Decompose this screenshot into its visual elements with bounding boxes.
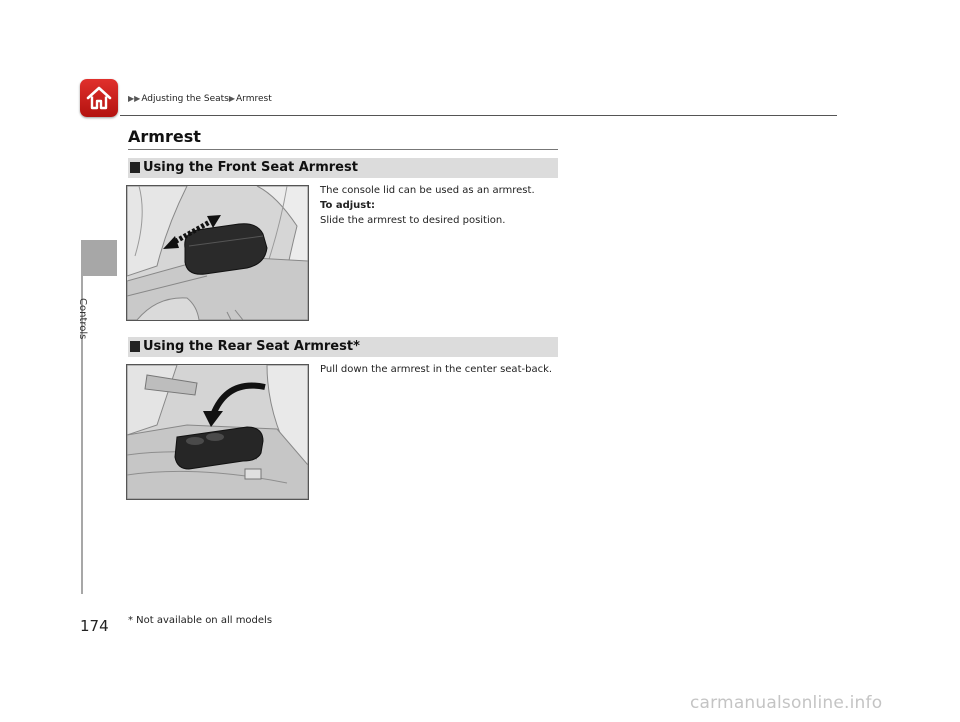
front-armrest-description — [320, 183, 535, 228]
body-line: Pull down the armrest in the center seat-back. — [320, 364, 553, 375]
watermark: carmanualsonline.info — [690, 693, 883, 713]
breadcrumb-arrow-icon: ▶ — [228, 94, 235, 103]
breadcrumb-item-armrest[interactable]: Armrest — [236, 94, 272, 104]
chapter-tab[interactable] — [81, 240, 117, 276]
front-armrest-illustration — [126, 185, 309, 321]
title-divider — [128, 149, 558, 150]
page-title: Armrest — [128, 127, 201, 146]
breadcrumb — [128, 94, 272, 104]
home-icon — [85, 84, 113, 112]
square-bullet-icon — [130, 162, 140, 173]
breadcrumb-arrow-icon: ▶▶ — [128, 94, 141, 103]
home-button[interactable] — [80, 79, 118, 117]
body-line: The console lid can be used as an armrest. — [320, 185, 535, 196]
section-heading-rear-armrest — [128, 337, 558, 357]
square-bullet-icon — [130, 341, 140, 352]
footnote: * Not available on all models — [128, 615, 273, 626]
body-line: Slide the armrest to desired position. — [320, 215, 506, 226]
rear-armrest-drawing — [127, 365, 308, 499]
page-number: 174 — [80, 617, 109, 635]
section-heading-front-armrest — [128, 158, 558, 178]
chapter-tab-label: Controls — [77, 298, 88, 340]
body-subheading: To adjust: — [320, 200, 376, 211]
section-heading-text: Using the Rear Seat Armrest* — [143, 339, 360, 354]
section-heading-text: Using the Front Seat Armrest — [143, 160, 358, 175]
rear-armrest-description — [320, 362, 552, 377]
breadcrumb-item-adjusting-seats[interactable]: Adjusting the Seats — [141, 94, 229, 104]
front-armrest-drawing — [127, 186, 308, 320]
rear-armrest-illustration — [126, 364, 309, 500]
header-divider — [120, 115, 837, 116]
